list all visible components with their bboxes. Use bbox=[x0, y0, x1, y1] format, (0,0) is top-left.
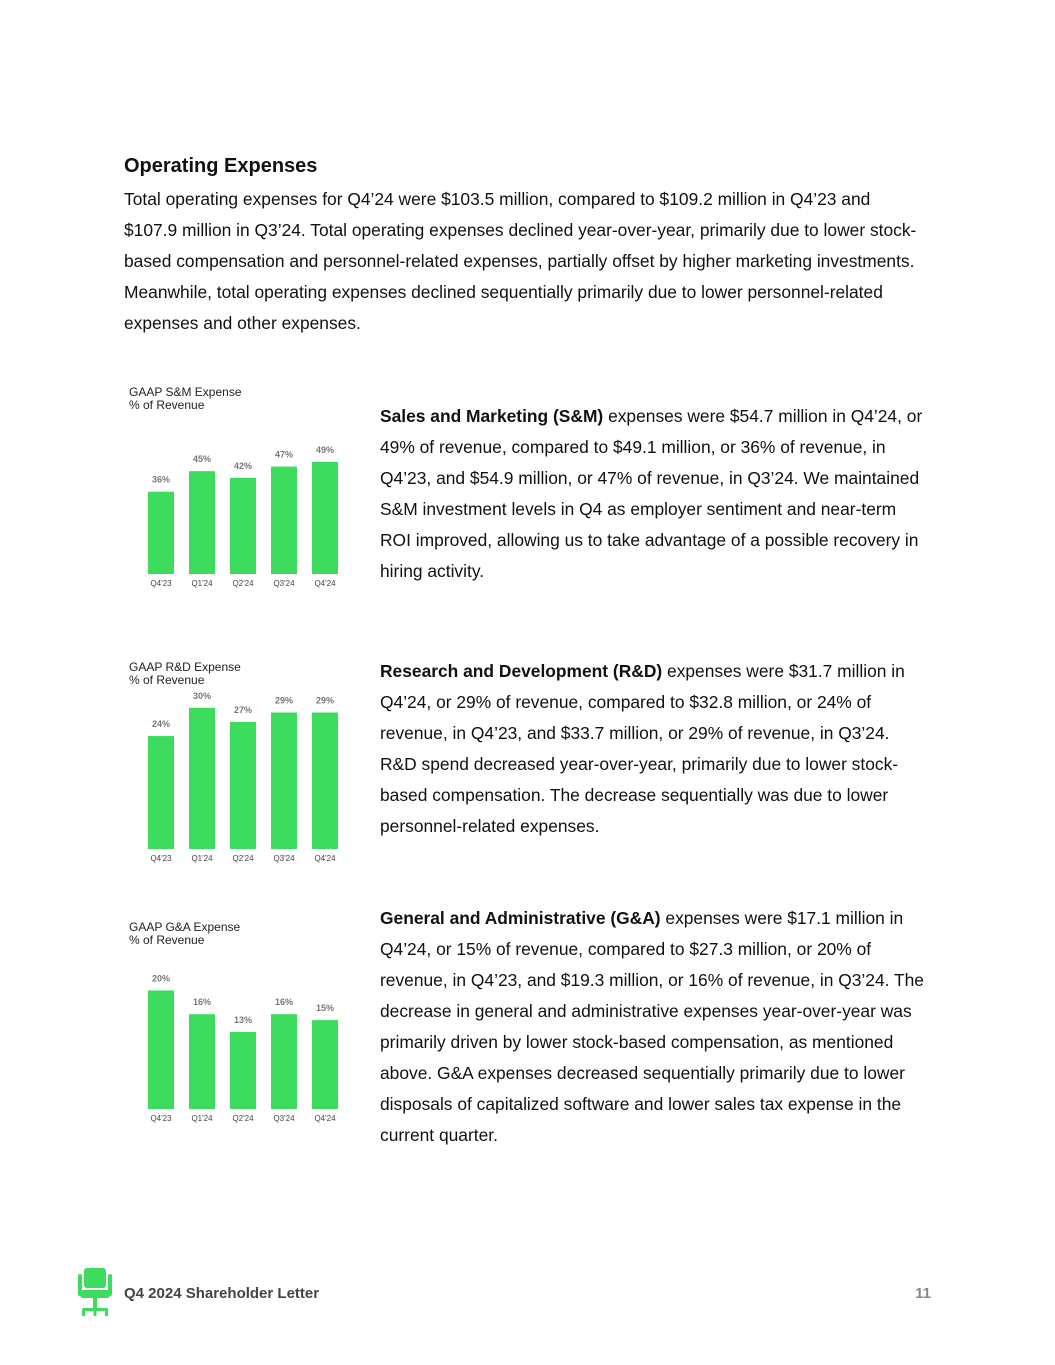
bar bbox=[230, 478, 256, 574]
tick-label: Q4'24 bbox=[314, 579, 336, 588]
bar bbox=[189, 471, 215, 574]
bar bbox=[148, 736, 174, 849]
office-chair-logo-icon bbox=[78, 1268, 112, 1320]
ga-heading: General and Administrative (G&A) bbox=[380, 908, 661, 928]
page-number: 11 bbox=[915, 1285, 931, 1302]
tick-label: Q1'24 bbox=[191, 579, 213, 588]
value-label: 29% bbox=[315, 695, 335, 706]
value-label: 29% bbox=[274, 695, 294, 706]
chart-title: GAAP S&M Expense bbox=[129, 385, 242, 399]
bar bbox=[230, 1032, 256, 1109]
footer-title: Q4 2024 Shareholder Letter bbox=[124, 1285, 320, 1302]
sm-heading: Sales and Marketing (S&M) bbox=[380, 406, 604, 426]
bar bbox=[271, 713, 297, 849]
tick-label: Q4'24 bbox=[314, 854, 336, 863]
tick-label: Q3'24 bbox=[273, 579, 295, 588]
value-label: 16% bbox=[192, 997, 212, 1008]
bar bbox=[148, 990, 174, 1109]
logo-stem bbox=[93, 1298, 97, 1308]
tick-label: Q4'23 bbox=[150, 579, 172, 588]
chart-subtitle: % of Revenue bbox=[129, 673, 205, 687]
value-label: 42% bbox=[233, 461, 253, 471]
tick-label: Q1'24 bbox=[191, 1114, 213, 1123]
rd-paragraph bbox=[380, 656, 930, 842]
value-label: 49% bbox=[315, 445, 335, 455]
sm-expense-chart bbox=[124, 384, 354, 594]
rd-expense-chart bbox=[124, 659, 354, 869]
bar bbox=[230, 722, 256, 849]
bar bbox=[271, 467, 297, 574]
value-label: 16% bbox=[274, 997, 294, 1008]
ga-body: expenses were $17.1 million in Q4’24, or 15% of revenue, compared to $27.3 million, or 20% of revenue, in Q4’23, and $19.3 million, or 16% of revenue, in Q3’24. The decrease in general and administrative expenses year-over-year was primarily driven by lower stock-based compensation, as mentioned above. G&A expenses decreased sequentially primarily due to lower disposals of capitalized software and lower sales tax expense in the current quarter. bbox=[380, 908, 924, 1145]
tick-label: Q4'23 bbox=[150, 1114, 172, 1123]
tick-label: Q4'24 bbox=[314, 1114, 336, 1123]
value-label: 47% bbox=[274, 449, 294, 460]
rd-heading: Research and Development (R&D) bbox=[380, 661, 663, 681]
value-label: 30% bbox=[192, 690, 212, 701]
tick-label: Q2'24 bbox=[232, 1114, 254, 1123]
chart-subtitle: % of Revenue bbox=[129, 398, 205, 412]
value-label: 45% bbox=[192, 454, 212, 465]
bar bbox=[148, 492, 174, 574]
logo-backrest bbox=[84, 1268, 106, 1288]
logo-wheel-center bbox=[94, 1310, 97, 1316]
rd-body: expenses were $31.7 million in Q4’24, or 29% of revenue, compared to $32.8 million, or 24% of revenue, in Q4’23, and $33.7 million, or 29% of revenue, in Q3’24. R&D spend decreased year-over-year, primarily due to lower stock-based compensation. The decrease sequentially was due to lower personnel-related expenses. bbox=[380, 661, 905, 836]
chart-title: GAAP G&A Expense bbox=[129, 920, 241, 934]
value-label: 13% bbox=[233, 1014, 253, 1025]
ga-expense-chart bbox=[124, 919, 354, 1129]
tick-label: Q2'24 bbox=[232, 854, 254, 863]
logo-wheel-left bbox=[82, 1310, 85, 1316]
tick-label: Q3'24 bbox=[273, 1114, 295, 1123]
bar bbox=[271, 1014, 297, 1109]
bar bbox=[312, 713, 338, 849]
tick-label: Q4'23 bbox=[150, 854, 172, 863]
value-label: 20% bbox=[151, 973, 171, 984]
value-label: 15% bbox=[315, 1003, 335, 1014]
tick-label: Q2'24 bbox=[232, 579, 254, 588]
value-label: 24% bbox=[151, 719, 171, 730]
value-label: 36% bbox=[151, 474, 171, 485]
bar bbox=[189, 1014, 215, 1109]
logo-seat bbox=[80, 1290, 110, 1298]
sm-paragraph bbox=[380, 401, 930, 587]
value-label: 27% bbox=[233, 704, 253, 715]
tick-label: Q1'24 bbox=[191, 854, 213, 863]
ga-paragraph bbox=[380, 903, 930, 1151]
logo-wheel-right bbox=[105, 1310, 108, 1316]
bar bbox=[312, 1020, 338, 1109]
sm-body: expenses were $54.7 million in Q4’24, or 49% of revenue, compared to $49.1 million, or 36% of revenue, in Q4’23, and $54.9 million, or 47% of revenue, in Q3’24. We maintained S&M investment levels in Q4 as employer sentiment and near-term ROI improved, allowing us to take advantage of a possible recovery in hiring activity. bbox=[380, 406, 923, 581]
tick-label: Q3'24 bbox=[273, 854, 295, 863]
intro-paragraph: Total operating expenses for Q4’24 were $103.5 million, compared to $109.2 million in Q4’23 and $107.9 million in Q3’24. Total operating expenses declined year-over-year, primarily due to lower stock-based compensation and personnel-related expenses, partially offset by higher marketing investments. Meanwhile, total operating expenses declined sequentially primarily due to lower personnel-related expenses and other expenses. bbox=[124, 189, 917, 333]
bar bbox=[189, 708, 215, 849]
bar bbox=[312, 462, 338, 574]
chart-title: GAAP R&D Expense bbox=[129, 660, 241, 674]
section-heading: Operating Expenses bbox=[124, 155, 318, 177]
chart-subtitle: % of Revenue bbox=[129, 933, 205, 947]
